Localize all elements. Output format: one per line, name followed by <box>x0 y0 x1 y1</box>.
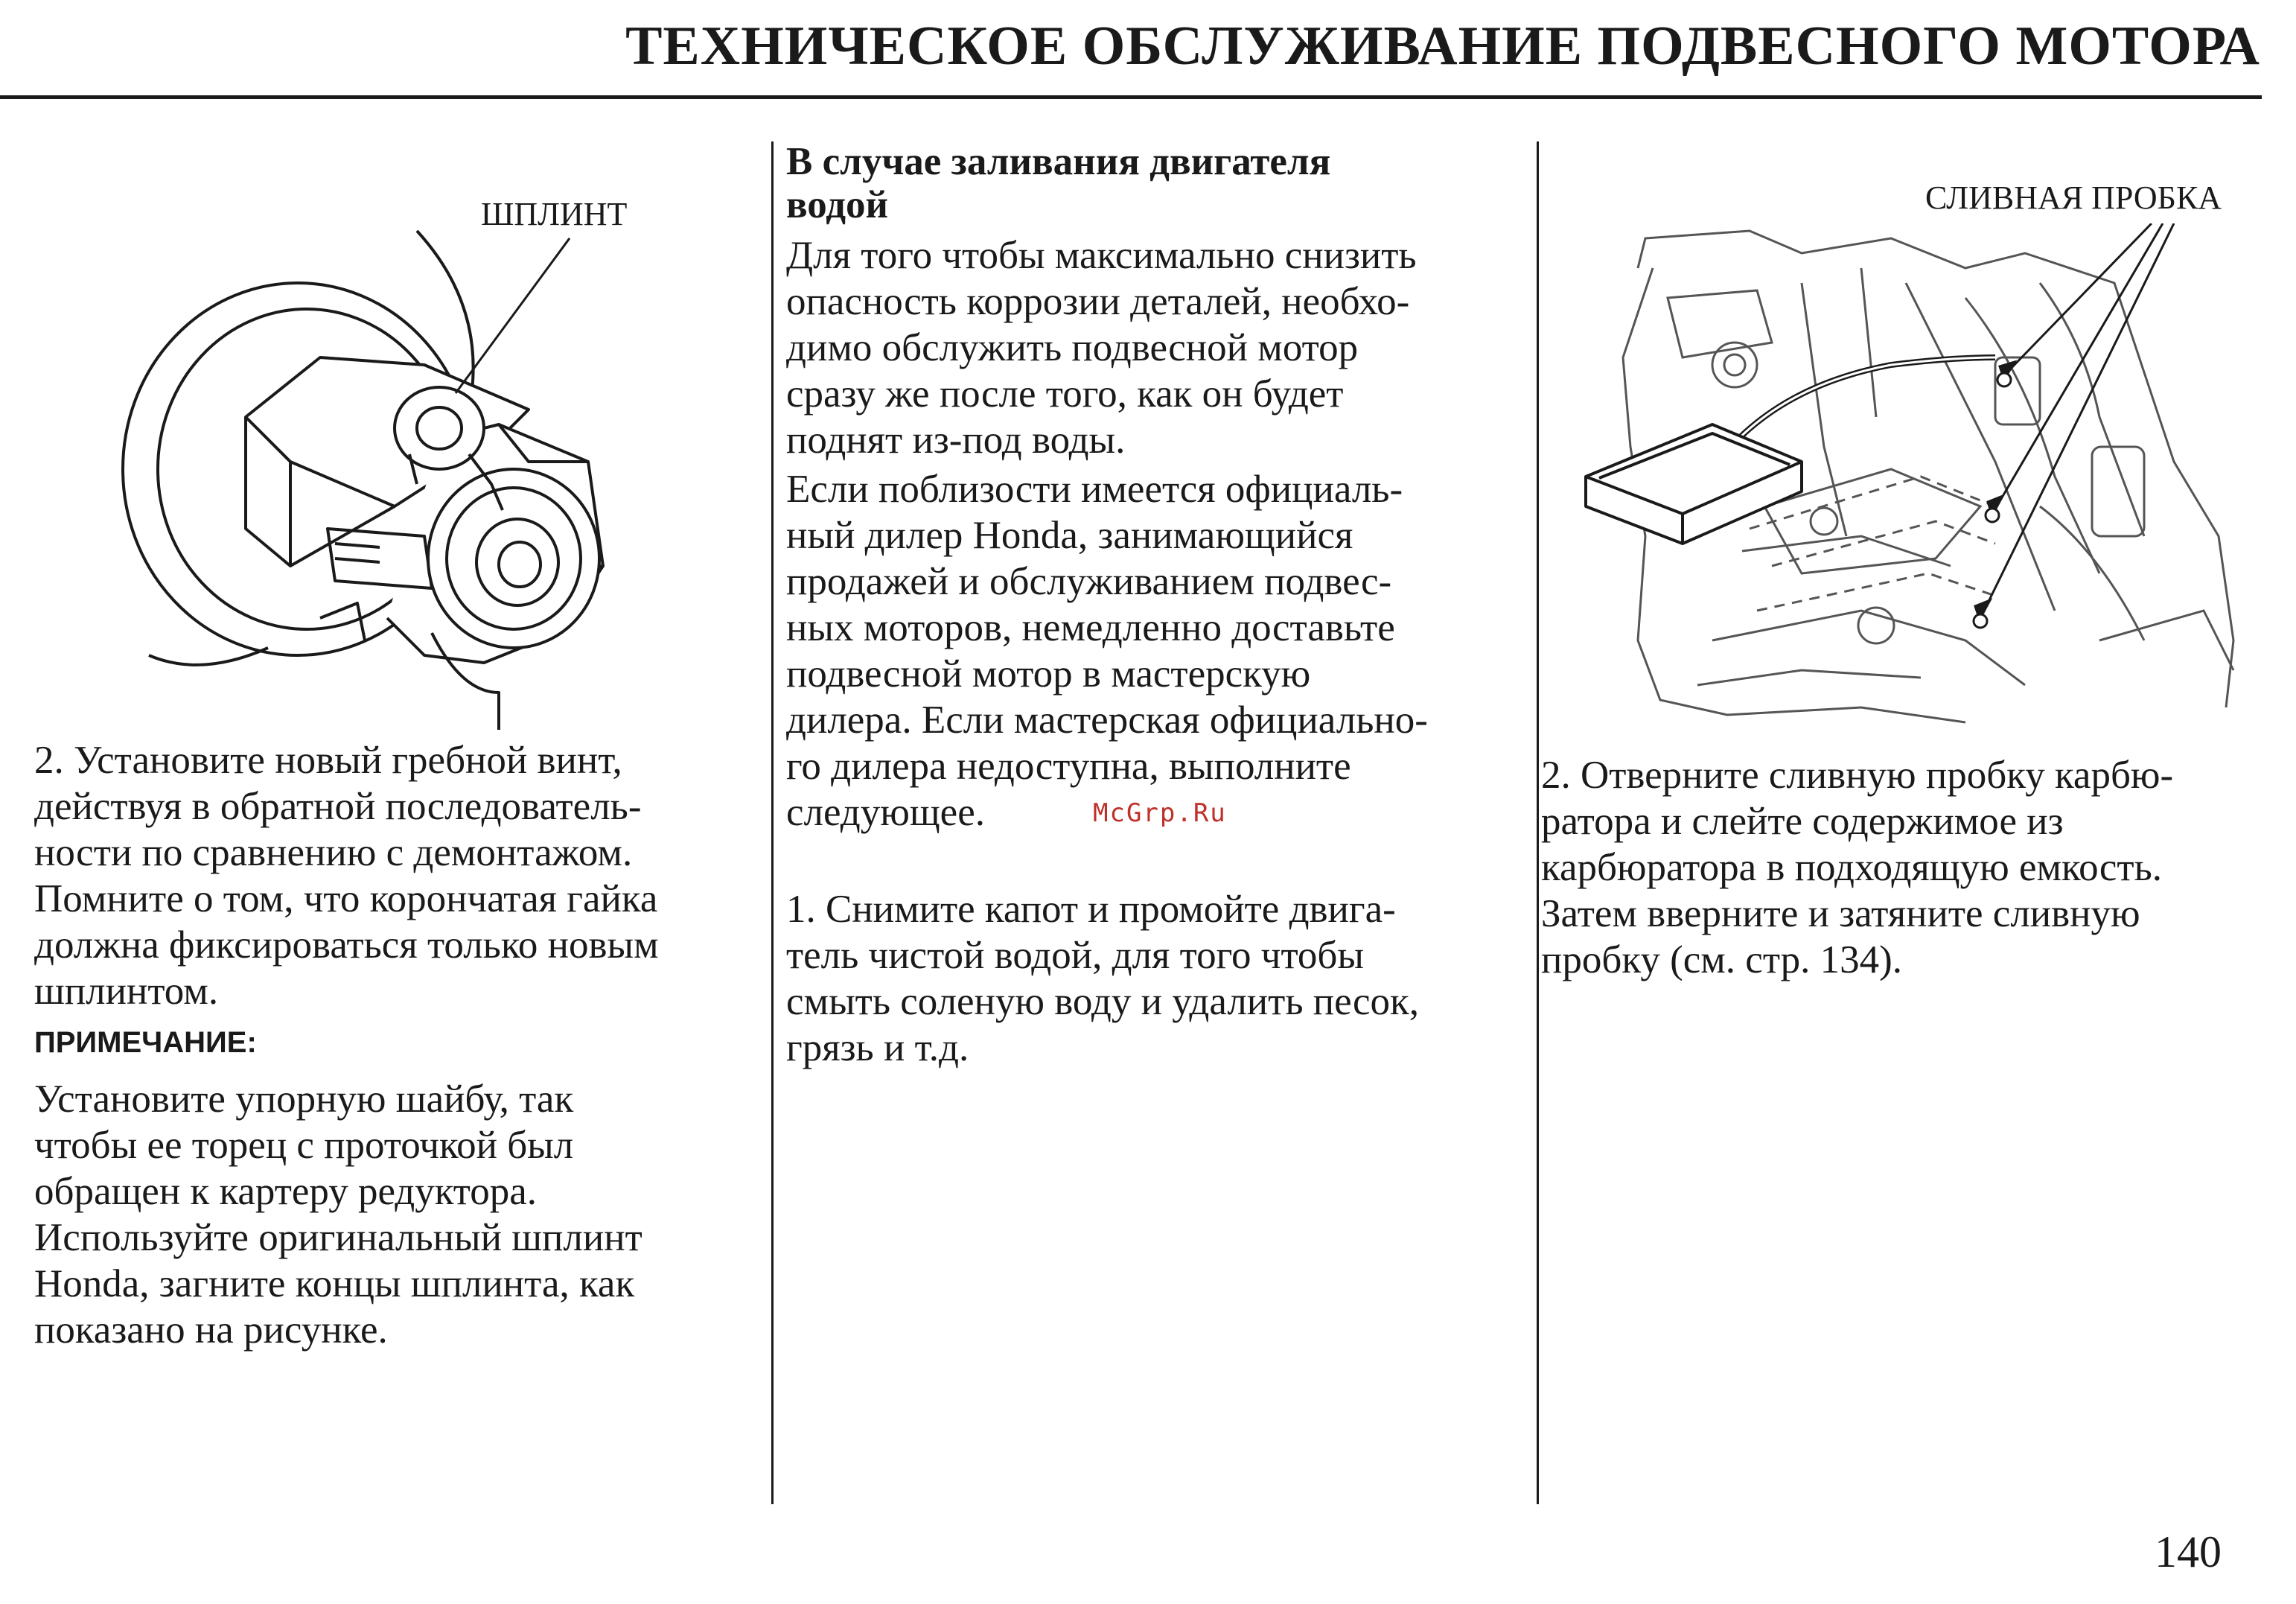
col2-paragraph-1: Для того чтобы максимально снизить опасность коррозии деталей, необхо- димо обслужить подвесной мотор сразу же после того, как он будет поднят из-под воды. <box>786 234 1417 462</box>
section-heading: В случае заливания двигателя водой <box>786 140 1331 226</box>
column-divider-left <box>771 141 774 1504</box>
col2-step1-text: 1. Снимите капот и промойте двига- тель чистой водой, для того чтобы смыть соленую воду и удалить песок, грязь и т.д. <box>786 888 1419 1069</box>
propeller-nut-illustration <box>112 216 707 730</box>
drain-plug-label: СЛИВНАЯ ПРОБКА <box>1925 179 2222 216</box>
page-title: ТЕХНИЧЕСКОЕ ОБСЛУЖИВАНИЕ ПОДВЕСНОГО МОТОРА <box>625 16 2260 77</box>
page-number: 140 <box>2155 1527 2222 1576</box>
col2-paragraph-2: Если поблизости имеется официаль- ный дилер Honda, занимающийся продажей и обслуживанием подвес- ных моторов, немедленно доставьте подвесной мотор в мастерскую дилера. Если мастерская официально- го дилера недоступна, выполните следующее. <box>786 468 1428 834</box>
col3-step2-text: 2. Отверните сливную пробку карбю- ратора и слейте содержимое из карбюратора в подходящую емкость. Затем вверните и затяните сливную пробку (см. стр. 134). <box>1541 754 2174 981</box>
cotter-pin-label: ШПЛИНТ <box>481 196 628 232</box>
carburetor-drain-illustration <box>1578 223 2248 730</box>
note-label: ПРИМЕЧАНИЕ: <box>34 1026 257 1059</box>
title-rule <box>0 95 2262 99</box>
col1-step2-text: 2. Установите новый гребной винт, действуя в обратной последователь- ности по сравнению с демонтажом. Помните о том, что корончатая гайка должна фиксироваться только новым шплинтом. <box>34 739 659 1013</box>
column-divider-right <box>1537 141 1539 1504</box>
note-text: Установите упорную шайбу, так чтобы ее торец с проточкой был обращен к картеру редуктора. Используйте оригинальный шплинт Honda, загните концы шплинта, как показано на рисунке. <box>34 1078 642 1352</box>
watermark: McGrp.Ru <box>1093 798 1227 828</box>
